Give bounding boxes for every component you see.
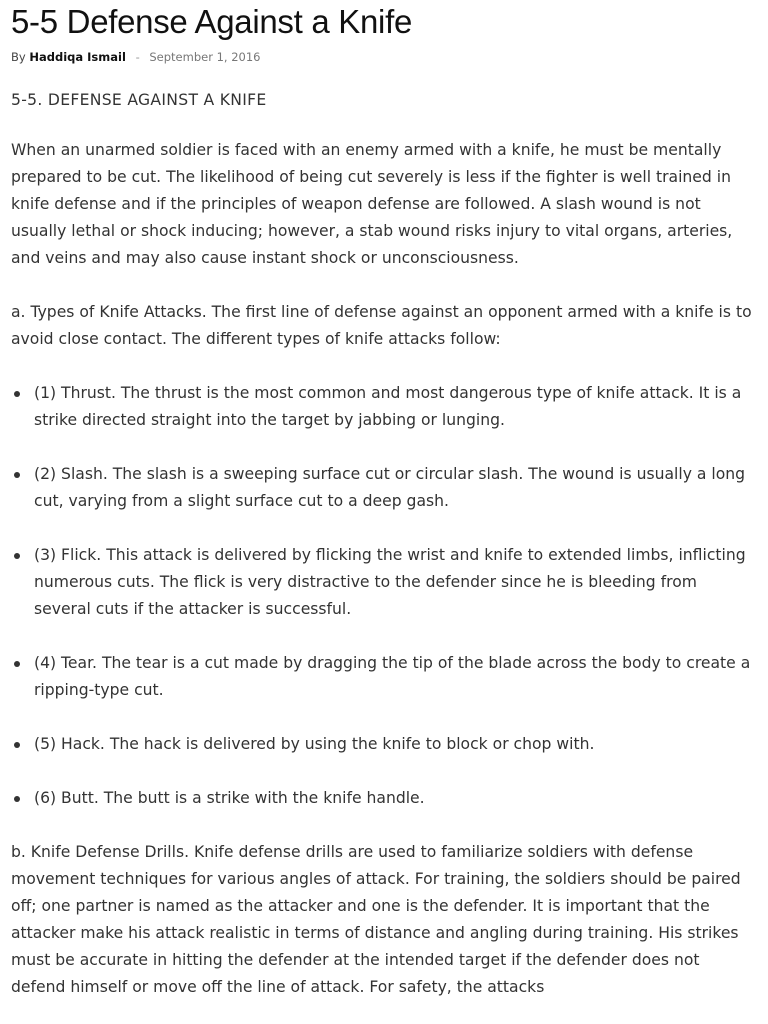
list-item (11, 380, 757, 434)
bullet-icon (14, 472, 20, 478)
article-title: 5-5 Defense Against a Knife (11, 3, 413, 40)
types-paragraph: a. Types of Knife Attacks. The first line of defense against an opponent armed with a knife is to avoid close contact. The different types of knife attacks follow: (11, 303, 752, 348)
article-body (11, 87, 757, 1001)
article-meta (11, 49, 757, 65)
list-item (11, 785, 757, 812)
bullet-icon (14, 391, 20, 397)
bullet-icon (14, 796, 20, 802)
list-item-text: (2) Slash. The slash is a sweeping surface cut or circular slash. The wound is usually a long cut, varying from a slight surface cut to a deep gash. (34, 465, 746, 510)
list-item-text: (6) Butt. The butt is a strike with the knife handle. (34, 789, 425, 807)
by-label: By (11, 50, 26, 64)
list-item (11, 731, 757, 758)
intro-paragraph: When an unarmed soldier is faced with an enemy armed with a knife, he must be mentally prepared to be cut. The likelihood of being cut severely is less if the fighter is well trained in knife defense and if the principles of weapon defense are followed. A slash wound is not usually lethal or shock inducing; however, a stab wound risks injury to vital organs, arteries, and veins and may also cause instant shock or unconsciousness. (11, 141, 733, 267)
list-item (11, 542, 757, 623)
bullet-icon (14, 742, 20, 748)
publish-date: September 1, 2016 (149, 50, 261, 64)
attack-types-list (11, 380, 757, 812)
list-item-text: (5) Hack. The hack is delivered by using the knife to block or chop with. (34, 735, 595, 753)
list-item (11, 650, 757, 704)
bullet-icon (14, 553, 20, 559)
list-item-text: (4) Tear. The tear is a cut made by dragging the tip of the blade across the body to create a ripping-type cut. (34, 654, 751, 699)
list-item (11, 461, 757, 515)
meta-separator: - (135, 50, 140, 64)
bullet-icon (14, 661, 20, 667)
drills-paragraph: b. Knife Defense Drills. Knife defense drills are used to familiarize soldiers with defense movement techniques for various angles of attack. For training, the soldiers should be paired off; one partner is named as the attacker and one is the defender. It is important that the attacker make his attack realistic in terms of distance and angling during training. His strikes must be accurate in hitting the defender at the intended target if the defender does not defend himself or move off the line of attack. For safety, the attacks (11, 843, 741, 996)
author-link[interactable]: Haddiqa Ismail (29, 50, 126, 64)
list-item-text: (1) Thrust. The thrust is the most common and most dangerous type of knife attack. It is a strike directed straight into the target by jabbing or lunging. (34, 384, 742, 429)
section-heading: 5-5. DEFENSE AGAINST A KNIFE (11, 91, 267, 109)
list-item-text: (3) Flick. This attack is delivered by flicking the wrist and knife to extended limbs, inflicting numerous cuts. The flick is very distractive to the defender since he is bleeding from several cuts if the attacker is successful. (34, 546, 746, 618)
article (11, 0, 757, 1001)
